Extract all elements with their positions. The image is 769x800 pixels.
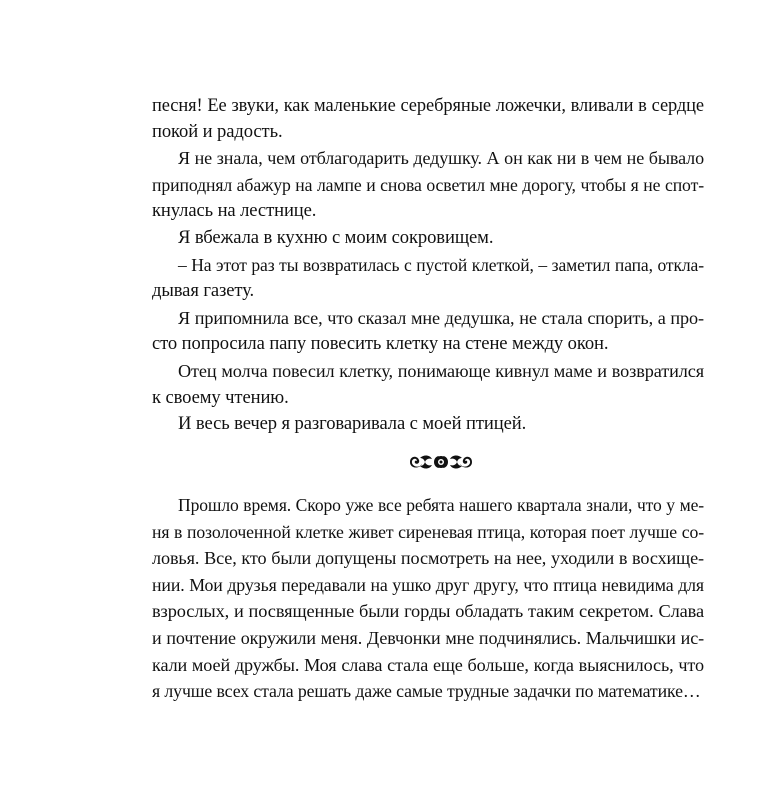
text-line: и почтение окружили меня. Девчонки мне подчинялись. Мальчишки ис-	[152, 627, 704, 648]
text-line: нии. Мои друзья передавали на ушко друг другу, что птица невидима для	[152, 574, 704, 595]
text-line: покой и радость.	[152, 120, 283, 142]
floral-ornament-icon	[408, 452, 474, 472]
text-line: к своему чтению.	[152, 386, 289, 408]
text-line: песня! Ее звуки, как маленькие серебряные ложечки, вливали в сердце	[152, 95, 704, 115]
text-line: Я припомнила все, что сказал мне дедушка, не стала спорить, а про-	[178, 307, 704, 328]
text-line: сто попросила папу повесить клетку на стене между окон.	[152, 333, 609, 355]
text-line: ловья. Все, кто были допущены посмотреть на нее, уходили в восхище-	[152, 548, 704, 569]
text-line: Я вбежала в кухню с моим сокровищем.	[178, 226, 494, 248]
text-line: Я не знала, чем отблагодарить дедушку. А он как ни в чем не бывало	[178, 148, 704, 169]
text-line: взрослых, и посвященные были горды обладать таким секретом. Слава	[152, 601, 704, 622]
text-line: кали моей дружбы. Моя слава стала еще больше, когда выяснилось, что	[152, 654, 704, 675]
text-line: дывая газету.	[152, 280, 255, 302]
text-line: Отец молча повесил клетку, понимающе кивнул маме и возвратился	[178, 360, 704, 381]
text-line: я лучше всех стала решать даже самые трудные задачки по математике…	[152, 681, 701, 702]
text-line: ня в позолоченной клетке живет сиреневая птица, которая поет лучше со-	[152, 521, 704, 542]
text-section-1	[152, 92, 704, 438]
text-line: – На этот раз ты возвратилась с пустой клеткой, – заметил папа, откла-	[178, 254, 704, 275]
text-line: приподнял абажур на лампе и снова осветил мне дорогу, чтобы я не спот-	[152, 174, 704, 195]
text-line: Прошло время. Скоро уже все ребята нашего квартала знали, что у ме-	[178, 495, 704, 515]
text-line: И весь вечер я разговаривала с моей птицей.	[178, 413, 527, 435]
text-line: кнулась на лестнице.	[152, 200, 317, 222]
text-section-2	[152, 492, 704, 705]
